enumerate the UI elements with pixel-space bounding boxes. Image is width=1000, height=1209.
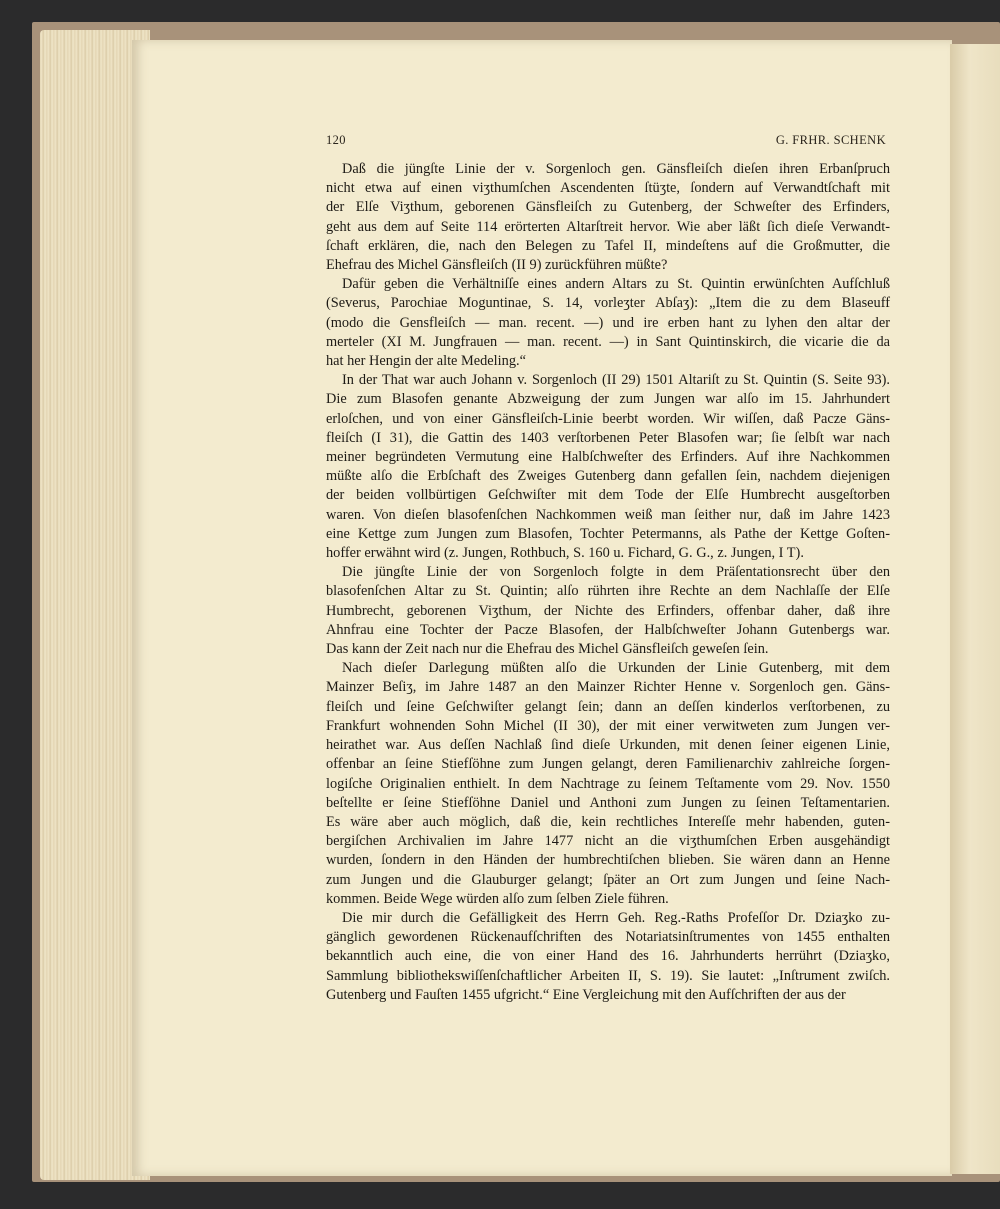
text-line: Nach dieſer Darlegung müßten alſo die Urkunden der Linie Gutenberg, mit dem [342,660,890,677]
text-line: Die jüngſte Linie der von Sorgenloch folgte in dem Präſentationsrecht über den [342,564,890,581]
text-line: heirathet war. Aus deſſen Nachlaß ſind dieſe Urkunden, mit denen ſeiner eigenen Linie, [326,737,890,754]
text-line: Ehefrau des Michel Gänsfleiſch (II 9) zurückführen müßte? [326,257,668,274]
text-line: (Severus, Parochiae Moguntinae, S. 14, vorleʒter Abſaʒ): „Item die zu dem Blaseuff [326,295,890,312]
text-line: blasofenſchen Altar zu St. Quintin; alſo rührten ihre Rechte an dem Nachlaſſe der Elſe [326,583,890,600]
text-line: hat her Hengin der alte Medeling.“ [326,353,526,370]
running-title: G. FRHR. SCHENK [775,133,886,147]
text-line: erloſchen, und von einer Gänsfleiſch-Linie beerbt worden. Wir wiſſen, daß Pacze Gäns- [326,410,890,427]
text-line: Es wäre aber auch möglich, daß die, kein rechtliches Intereſſe mehr habenden, guten- [326,813,890,830]
paragraph [326,275,890,371]
text-line: bergiſchen Archivalien im Jahre 1477 nicht an die viʒthumſchen Erben ausgehändigt [326,833,890,850]
text-line: nicht etwa auf einen viʒthumſchen Ascendenten ſtüʒte, ſondern auf Verwandtſchaft mit [326,180,890,197]
text-line: fleiſch und ſeine Geſchwiſter gelangt ſein; dann an deſſen kinderlos verſtorbenen, zu [326,698,890,715]
text-line: geht aus dem auf Seite 114 erörterten Altarſtreit hervor. Wie aber läßt ſich dieſe Verwandt- [326,218,890,235]
text-line: (modo die Gensfleiſch — man. recent. —) und ire erben hant zu lyhen den altar der [326,314,890,331]
facing-page-edge [950,44,1000,1174]
body-text [326,160,890,1005]
text-line: wurden, ſondern in den Händen der humbrechtiſchen blieben. Sie wären dann an Henne [326,852,890,869]
text-line: Dafür geben die Verhältniſſe eines andern Altars zu St. Quintin erwünſchten Aufſchluß [342,276,890,293]
paragraph [326,371,890,563]
text-line: eine Kettge zum Jungen zum Blasofen, Tochter Petermanns, als Pathe der Kettge Goſten- [326,525,890,542]
text-line: bekanntlich auch eine, die von einer Hand des 16. Jahrhunderts herrührt (Dziaʒko, [326,948,890,965]
text-line: meiner begründeten Vermutung eine Halbſchweſter des Erfinders. Auf ihre Nachkommen [326,449,890,466]
text-line: Mainzer Beſiʒ, im Jahre 1487 an den Mainzer Richter Henne v. Sorgenloch gen. Gäns- [326,679,890,696]
text-line: waren. Von dieſen blasofenſchen Nachkommen weiß man ſeither nur, daß im Jahre 1423 [326,506,890,523]
text-line: Ahnfrau eine Tochter der Pacze Blasofen, der Halbſchweſter Johann Gutenbergs war. [326,621,890,638]
text-line: logiſche Originalien enthielt. In dem Nachtrage zu ſeinem Teſtamente vom 29. Nov. 1550 [326,775,890,792]
text-line: kommen. Beide Wege würden alſo zum ſelben Ziele führen. [326,890,669,907]
text-line: merteler (XI M. Jungfrauen — man. recent. —) in Sant Quintinskirch, die vicarie die da [326,333,890,350]
text-line: Gutenberg und Fauſten 1455 ufgricht.“ Eine Vergleichung mit den Aufſchriften der aus der [326,986,846,1003]
text-line: gänglich gewordenen Rückenaufſchriften des Notariatsinſtrumentes von 1455 enthalten [326,929,890,946]
text-line: beſtellte er ſeine Stiefſöhne Daniel und Anthoni zum Jungen zu ſeinen Teſtamentarien. [326,794,890,811]
text-line: Frankfurt wohnenden Sohn Michel (II 30), der mit einer verwitweten zum Jungen ver- [326,717,890,734]
text-line: der Elſe Viʒthum, geborenen Gänsfleiſch zu Gutenberg, der Schweſter des Erfinders, [326,199,890,216]
running-head [326,133,886,151]
paragraph [326,160,890,275]
text-line: Das kann der Zeit nach nur die Ehefrau des Michel Gänsfleiſch geweſen ſein. [326,641,769,658]
paragraph [326,909,890,1005]
text-line: Die mir durch die Gefälligkeit des Herrn Geh. Reg.-Raths Profeſſor Dr. Dziaʒko zu- [342,909,890,926]
page-number: 120 [326,133,346,147]
text-line: der beiden vollbürtigen Geſchwiſter mit dem Tode der Elſe Humbrecht ausgeſtorben [326,487,890,504]
paragraph [326,659,890,909]
text-line: Humbrecht, geborenen Viʒthum, der Nichte des Erfinders, offenbar daher, daß ihre [326,602,890,619]
text-line: zum Jungen und die Glauburger gelangt; ſpäter an Ort zum Jungen und ſeine Nach- [326,871,890,888]
text-line: Daß die jüngſte Linie der v. Sorgenloch gen. Gänsfleiſch dieſen ihren Erbanſpruch [342,161,890,177]
text-line: Die zum Blasofen genante Abzweigung der zum Jungen war alſo im 15. Jahrhundert [326,391,890,408]
text-line: Sammlung bibliothekswiſſenſchaftlicher Arbeiten II, S. 19). Sie lautet: „Inſtrument zwiſch. [326,967,890,984]
text-line: ſchaft erklären, die, nach den Belegen zu Tafel II, mindeſtens auf die Großmutter, die [326,237,890,254]
text-line: offenbar an ſeine Stiefſöhne zum Jungen gelangt, deren Familienarchiv zahlreiche ſorgen- [326,756,890,773]
text-line: müßte alſo die Erbſchaft des Zweiges Gutenberg dann gefallen ſein, nachdem diejenigen [326,468,890,485]
text-line: fleiſch (I 31), die Gattin des 1403 verſtorbenen Peter Blasofen war; ſie ſelbſt war nach [326,429,890,446]
paragraph [326,563,890,659]
text-line: hoffer erwähnt wird (z. Jungen, Rothbuch, S. 160 u. Fichard, G. G., z. Jungen, I T). [326,545,804,562]
text-line: In der That war auch Johann v. Sorgenloch (II 29) 1501 Altariſt zu St. Quintin (S. Seite 93). [342,372,890,389]
